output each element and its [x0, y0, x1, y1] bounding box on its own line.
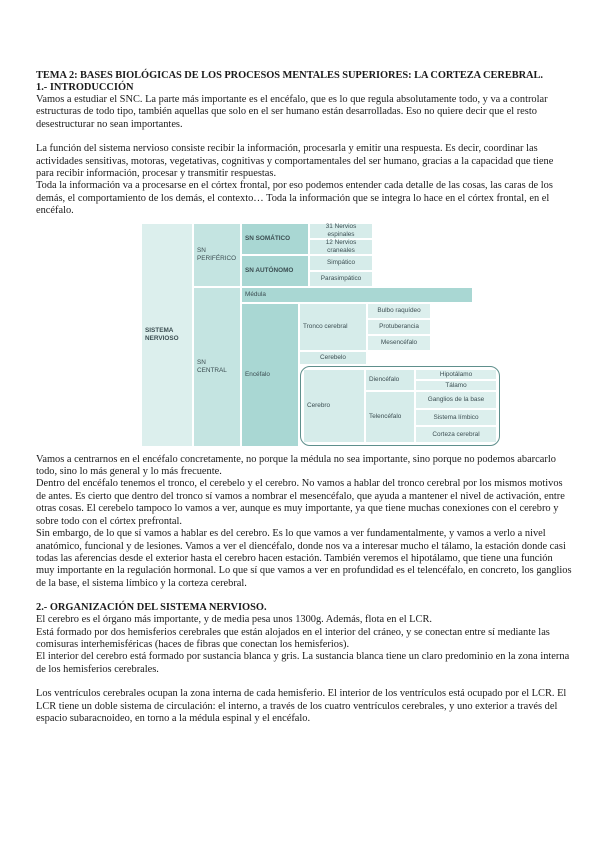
diagram-nervios-espinales: 31 Nervios espinales — [310, 224, 372, 238]
diagram-cerebelo: Cerebelo — [300, 352, 366, 364]
diagram-corteza-cerebral: Corteza cerebral — [416, 427, 496, 442]
paragraph: Los ventrículos cerebrales ocupan la zona interna de cada hemisferio. El interior de los ventrículos está ocupado por el LCR. El LCR tiene un doble sistema de circulación: el interno, a través de los cuatro ventrículos cerebrales, y uno exterior a través del espacio subaracnoideo, en torno a la médula espinal y el encéfalo. — [36, 688, 567, 724]
paragraph: La función del sistema nervioso consiste recibir la información, procesarla y emitir una respuesta. Es decir, coordinar las actividades sensitivas, motoras, vegetativas, cognitivas y comportamentales del ser humano, gracias a la capacidad que tiene para recibir información, procesar y transmitir respuestas. — [36, 143, 554, 180]
diagram-sn-periferico: SN PERIFÉRICO — [194, 224, 240, 286]
diagram-sn-central: SN CENTRAL — [194, 288, 240, 446]
diagram-medula: Médula — [242, 288, 472, 302]
diagram-sistema-limbico: Sistema límbico — [416, 410, 496, 425]
diagram-parasimpatico: Parasimpático — [310, 272, 372, 286]
document-page — [36, 70, 572, 725]
diagram-diencefalo: Diencéfalo — [366, 370, 414, 390]
diagram-ganglios-base: Ganglios de la base — [416, 392, 496, 408]
paragraph: Está formado por dos hemisferios cerebrales que están alojados en el interior del cráneo, y se conectan entre sí mediante las comisuras interhemisféricas (haces de fibras que conectan los hemisferios). — [36, 626, 550, 650]
paragraph: El cerebro es el órgano más importante, y de media pesa unos 1300g. Además, flota en el LCR. — [36, 614, 432, 626]
diagram-simpatico: Simpático — [310, 256, 372, 270]
diagram-bulbo-raquideo: Bulbo raquídeo — [368, 304, 430, 318]
diagram-sn-somatico: SN SOMÁTICO — [242, 224, 308, 254]
diagram-nervios-craneales: 12 Nervios craneales — [310, 240, 372, 254]
paragraph: El interior del cerebro está formado por sustancia blanca y gris. La sustancia blanca tiene un claro predominio en la zona interna de los hemisferios cerebrales. — [36, 651, 570, 675]
nervous-system-diagram — [142, 224, 600, 446]
document-title: TEMA 2: BASES BIOLÓGICAS DE LOS PROCESOS MENTALES SUPERIORES: LA CORTEZA CEREBRAL. — [36, 70, 543, 81]
diagram-talamo: Tálamo — [416, 381, 496, 390]
diagram-sn-autonomo: SN AUTÓNOMO — [242, 256, 308, 286]
section-heading-organizacion: 2.- ORGANIZACIÓN DEL SISTEMA NERVIOSO. — [36, 602, 267, 614]
paragraph: Sin embargo, de lo que sí vamos a hablar es del cerebro. Es lo que vamos a ver fundamentalmente, y vamos a verlo a nivel anatómico, funcional y de lesiones. Vamos a ver el diencéfalo, donde nos va a interesar mucho el tálamo, la estación donde casi todas las aferencias desde el exterior hasta el cerebro hacen estación. También veremos el hipotálamo, que tiene una función muy importante en la regulación hormonal. Lo que sí que vamos a ver en profundidad es el telencéfalo, en concreto, los ganglios de la base, el sistema límbico y la corteza cerebral. — [36, 528, 572, 589]
diagram-sistema-nervioso: SISTEMA NERVIOSO — [142, 224, 192, 446]
diagram-hipotalamo: Hipotálamo — [416, 370, 496, 379]
diagram-tronco-cerebral: Tronco cerebral — [300, 304, 366, 350]
diagram-telencefalo: Telencéfalo — [366, 392, 414, 442]
section-heading-introduccion: 1.- INTRODUCCIÓN — [36, 82, 134, 93]
diagram-protuberancia: Protuberancia — [368, 320, 430, 334]
paragraph: Toda la información va a procesarse en el córtex frontal, por eso podemos entender cada detalle de las cosas, las caras de los demás, el comportamiento de los demás, el contexto… Toda la información que se integra lo hace en el córtex frontal, en el encéfalo. — [36, 180, 553, 217]
diagram-cerebro: Cerebro — [304, 370, 364, 442]
diagram-mesencefalo: Mesencéfalo — [368, 336, 430, 350]
paragraph: Dentro del encéfalo tenemos el tronco, el cerebelo y el cerebro. No vamos a hablar del tronco cerebral por los mismos motivos de antes. Es cierto que dentro del tronco sí vamos a nombrar el mesencéfalo, que ayuda a mantener el nivel de activación, entre otras cosas. El cerebelo tampoco lo vamos a ver, aunque es muy importante, ya que tiene muchas conexiones con el cerebro y sobre todo con el córtex prefrontal. — [36, 478, 565, 527]
paragraph: Vamos a estudiar el SNC. La parte más importante es el encéfalo, que es lo que regula absolutamente todo, y va a controlar estructuras de todo tipo, también aquellas que solo en el ser humano están desarrolladas. Eso no quiere decir que el resto desestructurar no sean importantes. — [36, 94, 548, 130]
paragraph: Vamos a centrarnos en el encéfalo concretamente, no porque la médula no sea importante, sino porque no podemos abarcarlo todo, sino lo más general y lo más frecuente. — [36, 453, 556, 478]
diagram-encefalo: Encéfalo — [242, 304, 298, 446]
